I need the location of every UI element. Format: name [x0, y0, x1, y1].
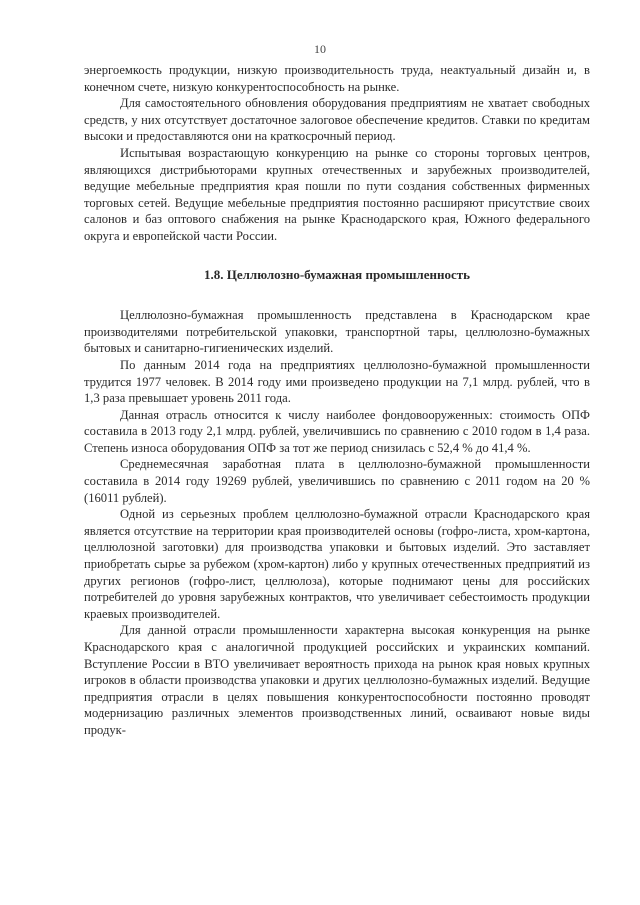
- paragraph-continuation: энергоемкость продукции, низкую производительность труда, неактуальный дизайн и, в конечном счете, низкую конкурентоспособность на рынке.: [84, 63, 590, 94]
- paragraph: Испытывая возрастающую конкуренцию на рынке со стороны торговых центров, являющихся дистрибьюторами крупных отечественных и зарубежных производителей, ведущие мебельные предприятия края пошли по пути создания собственных фирменных торговых сетей. Ведущие мебельные предприятия постоянно расширяют присутствие своих салонов и баз оптового снабжения на рынке Краснодарского края, Южного федерального округа и европейской части России.: [84, 145, 590, 243]
- page-body: [84, 62, 590, 739]
- paragraph: Данная отрасль относится к числу наиболее фондовооруженных: стоимость ОПФ составила в 2013 году 2,1 млрд. рублей, увеличившись по сравнению с 2010 годом в 1,4 раза. Степень износа оборудования ОПФ за тот же период снизилась с 52,4 % до 41,4 %.: [84, 407, 590, 455]
- paragraph: Среднемесячная заработная плата в целлюлозно-бумажной промышленности составила в 2014 году 19269 рублей, увеличившись по сравнению с 2011 годом на 20 % (16011 рублей).: [84, 457, 590, 505]
- paragraph: Целлюлозно-бумажная промышленность представлена в Краснодарском крае производителями потребительской упаковки, транспортной тары, целлюлозно-бумажных бытовых и санитарно-гигиенических изделий.: [84, 308, 590, 356]
- section-heading: 1.8. Целлюлозно-бумажная промышленность: [204, 266, 470, 282]
- page-number: 10: [314, 42, 326, 56]
- paragraph: Одной из серьезных проблем целлюлозно-бумажной отрасли Краснодарского края является отсутствие на территории края производителей основы (гофро-листа, хром-картона, целлюлозной заготовки) для производства упаковки и бытовых изделий. Это заставляет приобретать сырье за рубежом (хром-картон) либо у крупных отечественных предприятий из других регионов (гофро-лист, целлюлоза), которые поднимают цены для российских потребителей до уровня зарубежных контрактов, что увеличивает себестоимость продукции краевых производителей.: [84, 507, 590, 621]
- paragraph: По данным 2014 года на предприятиях целлюлозно-бумажной промышленности трудится 1977 человек. В 2014 году ими произведено продукции на 7,1 млрд. рублей, что в 1,3 раза превышает уровень 2011 года.: [84, 357, 590, 406]
- paragraph: Для самостоятельного обновления оборудования предприятиям не хватает свободных средств, у них отсутствует достаточное залоговое обеспечение кредитов. Ставки по кредитам высоки и предоставляются они на краткосрочный период.: [84, 96, 590, 144]
- paragraph: Для данной отрасли промышленности характерна высокая конкуренция на рынке Краснодарского края с аналогичной продукцией российских и украинских компаний. Вступление России в ВТО увеличивает вероятность прихода на рынок края новых крупных игроков в области производства упаковки и других целлюлозно-бумажных изделий. Ведущие предприятия отрасли в целях повышения конкурентоспособности постоянно проводят модернизацию различных элементов производственных линий, осваивают новые виды продук-: [84, 623, 590, 737]
